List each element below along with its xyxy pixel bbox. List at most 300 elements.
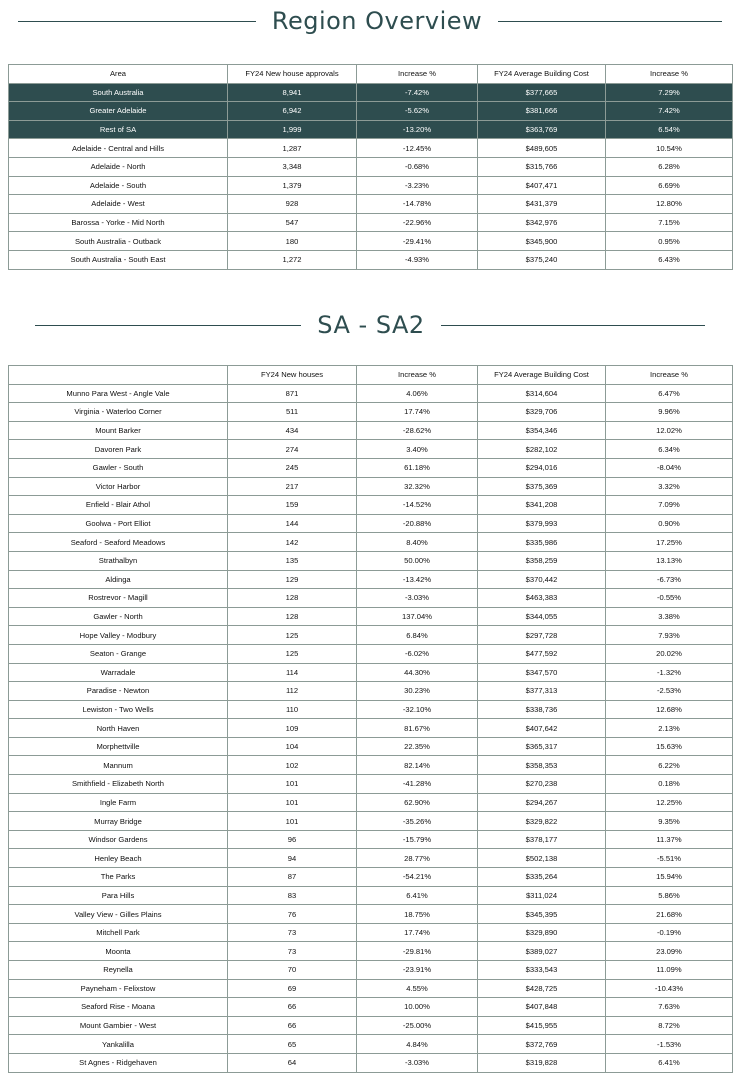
region-overview-title: Region Overview	[271, 7, 483, 35]
table-cell: 159	[228, 496, 357, 515]
row-label: Ingle Farm	[9, 793, 228, 812]
table-row	[9, 250, 733, 269]
table-cell: 3.32%	[606, 477, 733, 496]
column-header: Area	[9, 65, 228, 84]
table-cell: 142	[228, 533, 357, 552]
table-cell: 871	[228, 384, 357, 403]
table-cell: 69	[228, 979, 357, 998]
row-label: North Haven	[9, 719, 228, 738]
table-cell: 3.38%	[606, 607, 733, 626]
column-header: FY24 Average Building Cost	[478, 65, 606, 84]
table-cell: 135	[228, 551, 357, 570]
sa2-table	[8, 365, 733, 1073]
table-cell: 137.04%	[357, 607, 478, 626]
table-cell: 125	[228, 644, 357, 663]
table-row	[9, 83, 733, 102]
table-cell: 109	[228, 719, 357, 738]
table-row	[9, 849, 733, 868]
table-cell: 6.41%	[357, 886, 478, 905]
table-row	[9, 120, 733, 139]
table-cell: $370,442	[478, 570, 606, 589]
table-cell: $389,027	[478, 942, 606, 961]
table-cell: 62.90%	[357, 793, 478, 812]
table-cell: 144	[228, 514, 357, 533]
table-cell: $489,605	[478, 139, 606, 158]
table-cell: 87	[228, 868, 357, 887]
column-header: FY24 New houses	[228, 366, 357, 385]
table-cell: 76	[228, 905, 357, 924]
table-row	[9, 477, 733, 496]
table-cell: $377,313	[478, 682, 606, 701]
region-overview-heading	[0, 4, 740, 38]
table-cell: -3.03%	[357, 589, 478, 608]
table-cell: $375,369	[478, 477, 606, 496]
table-cell: -0.55%	[606, 589, 733, 608]
table-cell: 2.13%	[606, 719, 733, 738]
table-cell: 66	[228, 998, 357, 1017]
table-cell: 61.18%	[357, 458, 478, 477]
table-row	[9, 440, 733, 459]
table-cell: -0.68%	[357, 157, 478, 176]
row-label: Paradise - Newton	[9, 682, 228, 701]
table-row	[9, 663, 733, 682]
table-cell: 73	[228, 942, 357, 961]
table-cell: 0.90%	[606, 514, 733, 533]
table-cell: 17.74%	[357, 923, 478, 942]
row-label: Adelaide - West	[9, 195, 228, 214]
table-cell: 4.84%	[357, 1035, 478, 1054]
table-row	[9, 157, 733, 176]
table-cell: 83	[228, 886, 357, 905]
table-cell: $378,177	[478, 830, 606, 849]
table-cell: -6.73%	[606, 570, 733, 589]
sa2-title: SA - SA2	[317, 311, 425, 339]
table-cell: $358,353	[478, 756, 606, 775]
table-row	[9, 682, 733, 701]
table-cell: 928	[228, 195, 357, 214]
table-cell: $375,240	[478, 250, 606, 269]
table-cell: $407,471	[478, 176, 606, 195]
table-row	[9, 458, 733, 477]
table-cell: $297,728	[478, 626, 606, 645]
table-cell: $333,543	[478, 961, 606, 980]
table-cell: 3.40%	[357, 440, 478, 459]
table-cell: 8.72%	[606, 1016, 733, 1035]
table-cell: $354,346	[478, 421, 606, 440]
table-row	[9, 998, 733, 1017]
title-rule-left	[18, 21, 256, 22]
table-cell: 5.86%	[606, 886, 733, 905]
table-cell: 217	[228, 477, 357, 496]
table-row	[9, 195, 733, 214]
row-label: Adelaide - North	[9, 157, 228, 176]
table-row	[9, 719, 733, 738]
table-cell: 7.15%	[606, 213, 733, 232]
table-cell: $347,570	[478, 663, 606, 682]
table-cell: $314,604	[478, 384, 606, 403]
table-cell: 66	[228, 1016, 357, 1035]
table-cell: 1,287	[228, 139, 357, 158]
title-rule-left	[35, 325, 301, 326]
row-label: Henley Beach	[9, 849, 228, 868]
row-label: Adelaide - Central and Hills	[9, 139, 228, 158]
table-cell: -2.53%	[606, 682, 733, 701]
table-cell: 8.40%	[357, 533, 478, 552]
table-cell: $329,706	[478, 403, 606, 422]
table-cell: 6.47%	[606, 384, 733, 403]
table-cell: -41.28%	[357, 775, 478, 794]
table-cell: 6.22%	[606, 756, 733, 775]
table-row	[9, 830, 733, 849]
table-cell: 125	[228, 626, 357, 645]
table-header-row	[9, 65, 733, 84]
table-cell: -12.45%	[357, 139, 478, 158]
table-cell: 1,999	[228, 120, 357, 139]
row-label: Moonta	[9, 942, 228, 961]
title-rule-right	[498, 21, 722, 22]
table-row	[9, 570, 733, 589]
table-cell: $270,238	[478, 775, 606, 794]
table-cell: 128	[228, 607, 357, 626]
table-row	[9, 514, 733, 533]
table-cell: 17.74%	[357, 403, 478, 422]
table-cell: 10.00%	[357, 998, 478, 1017]
row-label: Greater Adelaide	[9, 102, 228, 121]
table-cell: 28.77%	[357, 849, 478, 868]
table-cell: 110	[228, 700, 357, 719]
table-row	[9, 139, 733, 158]
table-cell: -35.26%	[357, 812, 478, 831]
row-label: Morphettville	[9, 737, 228, 756]
table-cell: -5.62%	[357, 102, 478, 121]
table-cell: $319,828	[478, 1053, 606, 1072]
table-cell: 20.02%	[606, 644, 733, 663]
table-cell: -32.10%	[357, 700, 478, 719]
table-cell: $502,138	[478, 849, 606, 868]
table-row	[9, 421, 733, 440]
row-label: Windsor Gardens	[9, 830, 228, 849]
table-cell: 9.35%	[606, 812, 733, 831]
table-cell: -14.78%	[357, 195, 478, 214]
table-row	[9, 756, 733, 775]
table-cell: 434	[228, 421, 357, 440]
row-label: Seaford - Seaford Meadows	[9, 533, 228, 552]
table-row	[9, 403, 733, 422]
row-label: South Australia	[9, 83, 228, 102]
row-label: Victor Harbor	[9, 477, 228, 496]
table-cell: 82.14%	[357, 756, 478, 775]
table-cell: 6.41%	[606, 1053, 733, 1072]
row-label: Lewiston - Two Wells	[9, 700, 228, 719]
row-label: Payneham - Felixstow	[9, 979, 228, 998]
table-cell: 23.09%	[606, 942, 733, 961]
table-cell: -10.43%	[606, 979, 733, 998]
table-cell: 12.02%	[606, 421, 733, 440]
table-row	[9, 626, 733, 645]
table-cell: -13.42%	[357, 570, 478, 589]
table-cell: 128	[228, 589, 357, 608]
table-cell: $379,993	[478, 514, 606, 533]
row-label: Gawler - South	[9, 458, 228, 477]
table-cell: 6.69%	[606, 176, 733, 195]
table-cell: 22.35%	[357, 737, 478, 756]
table-cell: $329,890	[478, 923, 606, 942]
table-cell: -8.04%	[606, 458, 733, 477]
table-cell: $363,769	[478, 120, 606, 139]
table-row	[9, 1035, 733, 1054]
table-cell: 8,941	[228, 83, 357, 102]
table-cell: $282,102	[478, 440, 606, 459]
title-rule-right	[441, 325, 705, 326]
column-header: Increase %	[357, 366, 478, 385]
table-cell: -4.93%	[357, 250, 478, 269]
table-cell: -13.20%	[357, 120, 478, 139]
table-cell: $381,666	[478, 102, 606, 121]
column-header: Increase %	[606, 366, 733, 385]
table-cell: 547	[228, 213, 357, 232]
row-label: Barossa - Yorke - Mid North	[9, 213, 228, 232]
row-label: Mitchell Park	[9, 923, 228, 942]
table-cell: $415,955	[478, 1016, 606, 1035]
table-cell: $477,592	[478, 644, 606, 663]
table-cell: 15.63%	[606, 737, 733, 756]
table-cell: 21.68%	[606, 905, 733, 924]
table-cell: $294,016	[478, 458, 606, 477]
table-cell: 7.42%	[606, 102, 733, 121]
table-row	[9, 496, 733, 515]
row-label: Mannum	[9, 756, 228, 775]
row-label: Mount Barker	[9, 421, 228, 440]
table-cell: 0.95%	[606, 232, 733, 251]
table-cell: 12.25%	[606, 793, 733, 812]
row-label: Murray Bridge	[9, 812, 228, 831]
row-label: Davoren Park	[9, 440, 228, 459]
table-cell: 96	[228, 830, 357, 849]
row-label: Seaford Rise - Moana	[9, 998, 228, 1017]
table-cell: $338,736	[478, 700, 606, 719]
table-cell: $365,317	[478, 737, 606, 756]
table-cell: 6.84%	[357, 626, 478, 645]
table-cell: 101	[228, 812, 357, 831]
row-label: Munno Para West - Angle Vale	[9, 384, 228, 403]
table-cell: -23.91%	[357, 961, 478, 980]
row-label: Virginia - Waterloo Corner	[9, 403, 228, 422]
table-cell: 0.18%	[606, 775, 733, 794]
table-cell: 4.55%	[357, 979, 478, 998]
table-cell: 12.80%	[606, 195, 733, 214]
table-cell: 32.32%	[357, 477, 478, 496]
table-row	[9, 923, 733, 942]
table-row	[9, 176, 733, 195]
table-cell: $463,383	[478, 589, 606, 608]
table-row	[9, 793, 733, 812]
table-cell: 3,348	[228, 157, 357, 176]
table-cell: $294,267	[478, 793, 606, 812]
table-cell: $428,725	[478, 979, 606, 998]
column-header: FY24 Average Building Cost	[478, 366, 606, 385]
table-row	[9, 1016, 733, 1035]
row-label: Gawler - North	[9, 607, 228, 626]
table-cell: 7.63%	[606, 998, 733, 1017]
table-cell: 12.68%	[606, 700, 733, 719]
table-cell: 9.96%	[606, 403, 733, 422]
row-label: Yankalilla	[9, 1035, 228, 1054]
row-label: Warradale	[9, 663, 228, 682]
table-cell: 6.54%	[606, 120, 733, 139]
table-header-row	[9, 366, 733, 385]
table-cell: 44.30%	[357, 663, 478, 682]
table-cell: 65	[228, 1035, 357, 1054]
table-row	[9, 607, 733, 626]
row-label: St Agnes - Ridgehaven	[9, 1053, 228, 1072]
table-cell: 7.29%	[606, 83, 733, 102]
table-row	[9, 961, 733, 980]
row-label: Para Hills	[9, 886, 228, 905]
table-row	[9, 737, 733, 756]
table-row	[9, 905, 733, 924]
row-label: South Australia - Outback	[9, 232, 228, 251]
row-label: South Australia - South East	[9, 250, 228, 269]
table-cell: 101	[228, 793, 357, 812]
table-cell: 101	[228, 775, 357, 794]
row-label: Rest of SA	[9, 120, 228, 139]
table-row	[9, 979, 733, 998]
table-cell: 11.37%	[606, 830, 733, 849]
table-row	[9, 812, 733, 831]
table-row	[9, 700, 733, 719]
table-cell: 245	[228, 458, 357, 477]
table-cell: 64	[228, 1053, 357, 1072]
table-cell: 94	[228, 849, 357, 868]
table-cell: $311,024	[478, 886, 606, 905]
table-row	[9, 384, 733, 403]
row-label: Aldinga	[9, 570, 228, 589]
table-cell: 104	[228, 737, 357, 756]
table-cell: -28.62%	[357, 421, 478, 440]
table-row	[9, 775, 733, 794]
table-cell: 6,942	[228, 102, 357, 121]
table-cell: $329,822	[478, 812, 606, 831]
table-cell: $315,766	[478, 157, 606, 176]
table-cell: $431,379	[478, 195, 606, 214]
table-row	[9, 533, 733, 552]
table-cell: 17.25%	[606, 533, 733, 552]
table-cell: $342,976	[478, 213, 606, 232]
row-label: Adelaide - South	[9, 176, 228, 195]
table-cell: -54.21%	[357, 868, 478, 887]
row-label: Smithfield - Elizabeth North	[9, 775, 228, 794]
table-cell: -3.23%	[357, 176, 478, 195]
table-cell: 4.06%	[357, 384, 478, 403]
table-cell: -15.79%	[357, 830, 478, 849]
table-cell: 50.00%	[357, 551, 478, 570]
table-cell: -3.03%	[357, 1053, 478, 1072]
table-cell: 6.43%	[606, 250, 733, 269]
table-cell: 114	[228, 663, 357, 682]
table-cell: $377,665	[478, 83, 606, 102]
table-row	[9, 551, 733, 570]
table-cell: -5.51%	[606, 849, 733, 868]
table-cell: 1,379	[228, 176, 357, 195]
row-label: Strathalbyn	[9, 551, 228, 570]
table-cell: 70	[228, 961, 357, 980]
table-row	[9, 644, 733, 663]
table-cell: $345,395	[478, 905, 606, 924]
table-cell: -22.96%	[357, 213, 478, 232]
table-cell: -14.52%	[357, 496, 478, 515]
table-cell: 18.75%	[357, 905, 478, 924]
table-row	[9, 886, 733, 905]
table-cell: $344,055	[478, 607, 606, 626]
table-cell: -20.88%	[357, 514, 478, 533]
table-cell: 30.23%	[357, 682, 478, 701]
row-label: Seaton - Grange	[9, 644, 228, 663]
table-row	[9, 868, 733, 887]
table-cell: $345,900	[478, 232, 606, 251]
table-cell: 274	[228, 440, 357, 459]
table-cell: 10.54%	[606, 139, 733, 158]
region-overview-table	[8, 64, 733, 270]
table-cell: $341,208	[478, 496, 606, 515]
table-cell: $372,769	[478, 1035, 606, 1054]
column-header	[9, 366, 228, 385]
table-cell: -1.53%	[606, 1035, 733, 1054]
table-cell: 180	[228, 232, 357, 251]
table-cell: $407,642	[478, 719, 606, 738]
table-cell: $407,848	[478, 998, 606, 1017]
table-cell: 102	[228, 756, 357, 775]
column-header: Increase %	[357, 65, 478, 84]
row-label: Valley View - Gilles Plains	[9, 905, 228, 924]
table-cell: -7.42%	[357, 83, 478, 102]
table-cell: -0.19%	[606, 923, 733, 942]
table-cell: 6.34%	[606, 440, 733, 459]
table-cell: 6.28%	[606, 157, 733, 176]
table-row	[9, 942, 733, 961]
table-cell: 13.13%	[606, 551, 733, 570]
table-row	[9, 102, 733, 121]
row-label: Goolwa - Port Elliot	[9, 514, 228, 533]
table-cell: 1,272	[228, 250, 357, 269]
table-row	[9, 213, 733, 232]
table-cell: -29.41%	[357, 232, 478, 251]
row-label: Mount Gambier - West	[9, 1016, 228, 1035]
table-cell: $335,986	[478, 533, 606, 552]
table-cell: 81.67%	[357, 719, 478, 738]
table-cell: -29.81%	[357, 942, 478, 961]
row-label: Reynella	[9, 961, 228, 980]
table-row	[9, 1053, 733, 1072]
table-cell: 73	[228, 923, 357, 942]
row-label: Rostrevor - Magill	[9, 589, 228, 608]
column-header: FY24 New house approvals	[228, 65, 357, 84]
table-cell: $335,264	[478, 868, 606, 887]
column-header: Increase %	[606, 65, 733, 84]
table-cell: -6.02%	[357, 644, 478, 663]
table-row	[9, 589, 733, 608]
sa2-heading	[0, 308, 740, 342]
table-cell: 7.93%	[606, 626, 733, 645]
table-cell: 511	[228, 403, 357, 422]
table-cell: -1.32%	[606, 663, 733, 682]
table-cell: $358,259	[478, 551, 606, 570]
table-row	[9, 232, 733, 251]
row-label: The Parks	[9, 868, 228, 887]
table-cell: 15.94%	[606, 868, 733, 887]
table-cell: 112	[228, 682, 357, 701]
row-label: Enfield - Blair Athol	[9, 496, 228, 515]
table-cell: 7.09%	[606, 496, 733, 515]
